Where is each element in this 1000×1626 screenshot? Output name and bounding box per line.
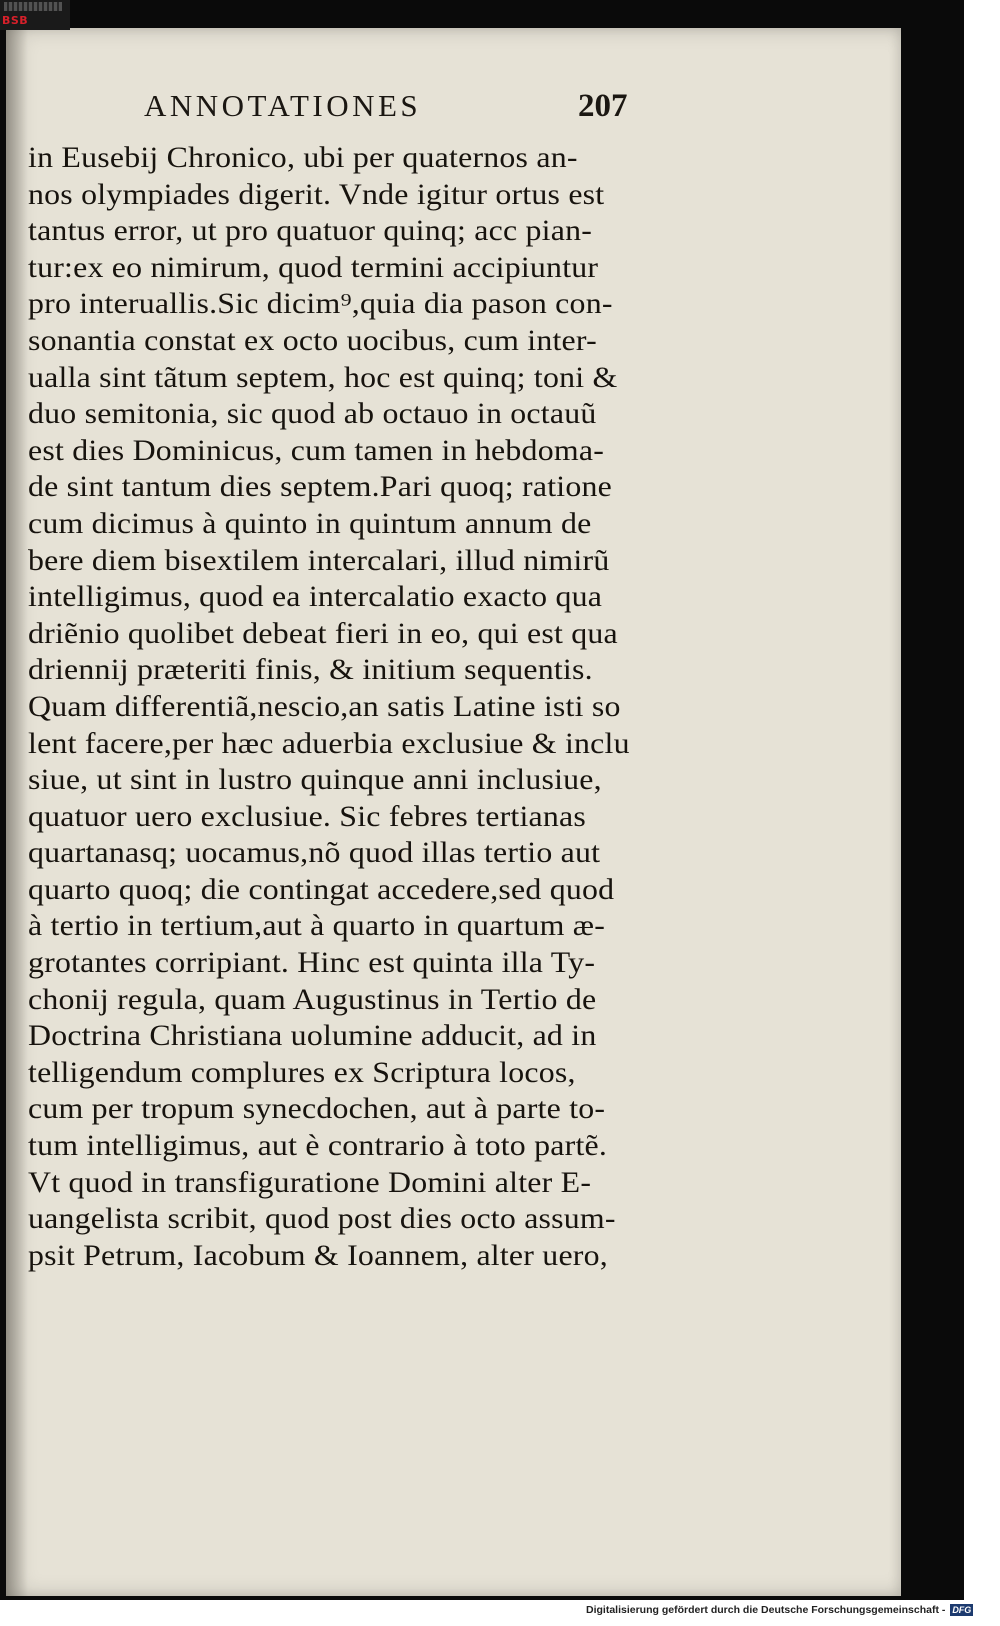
text-line: in Eusebij Chronico, ubi per quaternos an-	[28, 142, 578, 174]
running-title: ANNOTATIONES	[144, 88, 422, 123]
text-line: quarto quoq; die contingat accedere,sed quod	[28, 873, 615, 906]
text-line: lent facere,per hæc aduerbia exclusiue & inclu	[28, 727, 630, 760]
text-line: de sint tantum dies septem.Pari quoq; ratione	[28, 471, 612, 504]
text-line: bere diem bisextilem intercalari, illud nimirũ	[28, 544, 610, 577]
text-line: ualla sint tãtum septem, hoc est quinq; toni &	[28, 361, 618, 394]
library-stamp	[0, 0, 70, 30]
credit-text: Digitalisierung gefördert durch die Deutsche Forschungsgemeinschaft -	[586, 1604, 946, 1616]
text-line: Quam differentiã,nescio,an satis Latine isti so	[28, 690, 621, 723]
text-line: chonij regula, quam Augustinus in Tertio de	[28, 983, 597, 1016]
body-text	[28, 140, 688, 1274]
digitization-credit	[586, 1604, 1000, 1622]
text-line: uangelista scribit, quod post dies octo assum-	[28, 1203, 616, 1236]
text-line: tum intelligimus, aut è contrario à toto partẽ.	[28, 1130, 608, 1163]
text-line: Doctrina Christiana uolumine adducit, ad in	[28, 1020, 597, 1053]
text-line: duo semitonia, sic quod ab octauo in octauũ	[28, 398, 597, 431]
text-line: cum per tropum synecdochen, aut à parte to-	[28, 1093, 606, 1126]
text-line: tur:ex eo nimirum, quod termini accipiuntur	[28, 251, 599, 284]
library-stamp-header	[4, 2, 62, 11]
text-line: sonantia constat ex octo uocibus, cum inter-	[28, 324, 597, 357]
page-gutter-shadow	[6, 28, 28, 1596]
text-line: psit Petrum, Iacobum & Ioannem, alter uero,	[28, 1239, 608, 1272]
text-line: driẽnio quolibet debeat fieri in eo, qui est qua	[28, 617, 618, 650]
dfg-logo: DFG	[952, 1605, 972, 1616]
text-line: grotantes corripiant. Hinc est quinta illa Ty-	[28, 947, 596, 980]
text-line: quatuor uero exclusiue. Sic febres tertianas	[28, 800, 587, 833]
text-line: est dies Dominicus, cum tamen in hebdoma-	[28, 434, 605, 467]
running-header	[144, 88, 664, 132]
text-line: Vt quod in transfiguratione Domini alter E-	[28, 1166, 592, 1199]
text-line: nos olympiades digerit. Vnde igitur ortus est	[28, 178, 605, 211]
library-mark: BSB	[2, 14, 29, 27]
text-line: driennij præteriti finis, & initium sequentis.	[28, 654, 593, 687]
page-number: 207	[578, 88, 628, 124]
text-line: quartanasq; uocamus,nõ quod illas tertio aut	[28, 837, 601, 870]
text-line: tantus error, ut pro quatuor quinq; acc pian-	[28, 215, 593, 248]
text-line: siue, ut sint in lustro quinque anni inclusiue,	[28, 764, 602, 797]
text-line: intelligimus, quod ea intercalatio exacto qua	[28, 581, 603, 614]
text-line: à tertio in tertium,aut à quarto in quartum æ-	[28, 910, 606, 943]
text-line: pro interuallis.Sic dicim⁹,quia dia pason con-	[28, 288, 613, 321]
text-line: cum dicimus à quinto in quintum annum de	[28, 507, 592, 540]
text-line: telligendum complures ex Scriptura locos,	[28, 1056, 576, 1089]
